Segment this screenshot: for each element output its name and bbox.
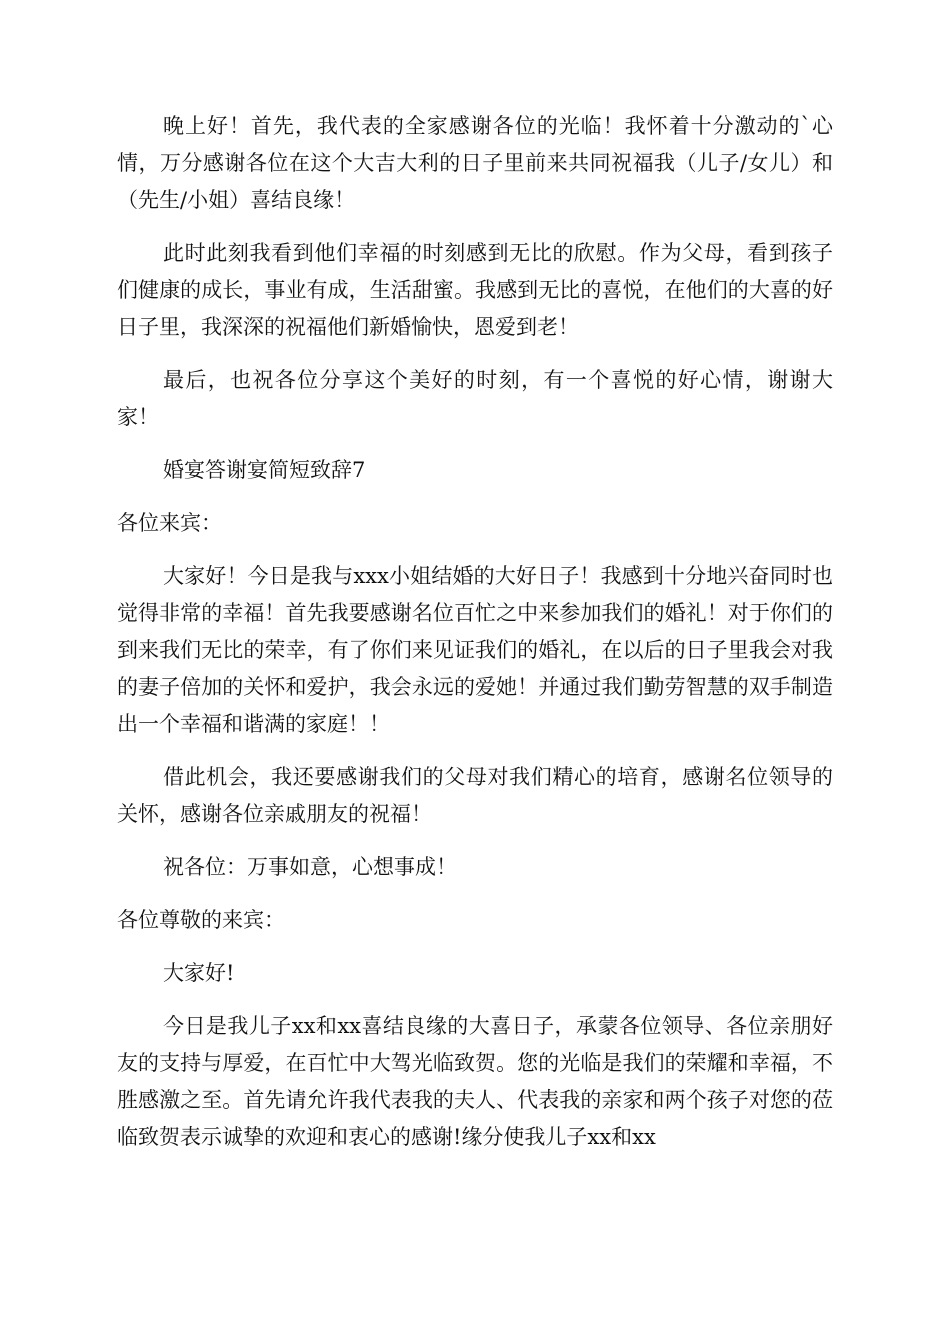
paragraph-hello: 大家好! bbox=[163, 961, 235, 985]
paragraph-greeting-thanks: 晚上好！首先，我代表的全家感谢各位的光临！我怀着十分激动的`心情，万分感谢各位在这个大吉大利的日子里前来共同祝福我（儿子/女儿）和（先生/小姐）喜结良缘！ bbox=[117, 114, 833, 212]
paragraph-parent-speech: 今日是我儿子xx和xx喜结良缘的大喜日子，承蒙各位领导、各位亲朋好友的支持与厚爱，在百忙中大驾光临致贺。您的光临是我们的荣耀和幸福，不胜感激之至。首先请允许我代表我的夫人、代表我的亲家和两个孩子对您的莅临致贺表示诚挚的欢迎和衷心的感谢!缘分使我儿子xx和xx bbox=[117, 1014, 833, 1149]
paragraph-closing-thanks: 最后，也祝各位分享这个美好的时刻，有一个喜悦的好心情，谢谢大家！ bbox=[117, 368, 833, 429]
salutation-respected-guests: 各位尊敬的来宾： bbox=[117, 908, 285, 932]
salutation-guests: 各位来宾： bbox=[117, 511, 222, 535]
paragraph-wishes: 祝各位：万事如意，心想事成！ bbox=[163, 855, 457, 879]
document-page bbox=[117, 108, 833, 1172]
paragraph-groom-speech: 大家好！今日是我与xxx小姐结婚的大好日子！我感到十分地兴奋同时也觉得非常的幸福！首先我要感谢名位百忙之中来参加我们的婚礼！对于你们的到来我们无比的荣幸，有了你们来见证我们的婚礼，在以后的日子里我会对我的妻子倍加的关怀和爱护，我会永远的爱她！并通过我们勤劳智慧的双手制造出一个幸福和谐满的家庭！！ bbox=[117, 564, 833, 736]
section-heading: 婚宴答谢宴简短致辞7 bbox=[163, 458, 366, 482]
paragraph-thanks-parents: 借此机会，我还要感谢我们的父母对我们精心的培育，感谢名位领导的关怀，感谢各位亲戚朋友的祝福！ bbox=[117, 765, 833, 826]
paragraph-parents-blessing: 此时此刻我看到他们幸福的时刻感到无比的欣慰。作为父母，看到孩子们健康的成长，事业有成，生活甜蜜。我感到无比的喜悦，在他们的大喜的好日子里，我深深的祝福他们新婚愉快，恩爱到老！ bbox=[117, 241, 833, 339]
